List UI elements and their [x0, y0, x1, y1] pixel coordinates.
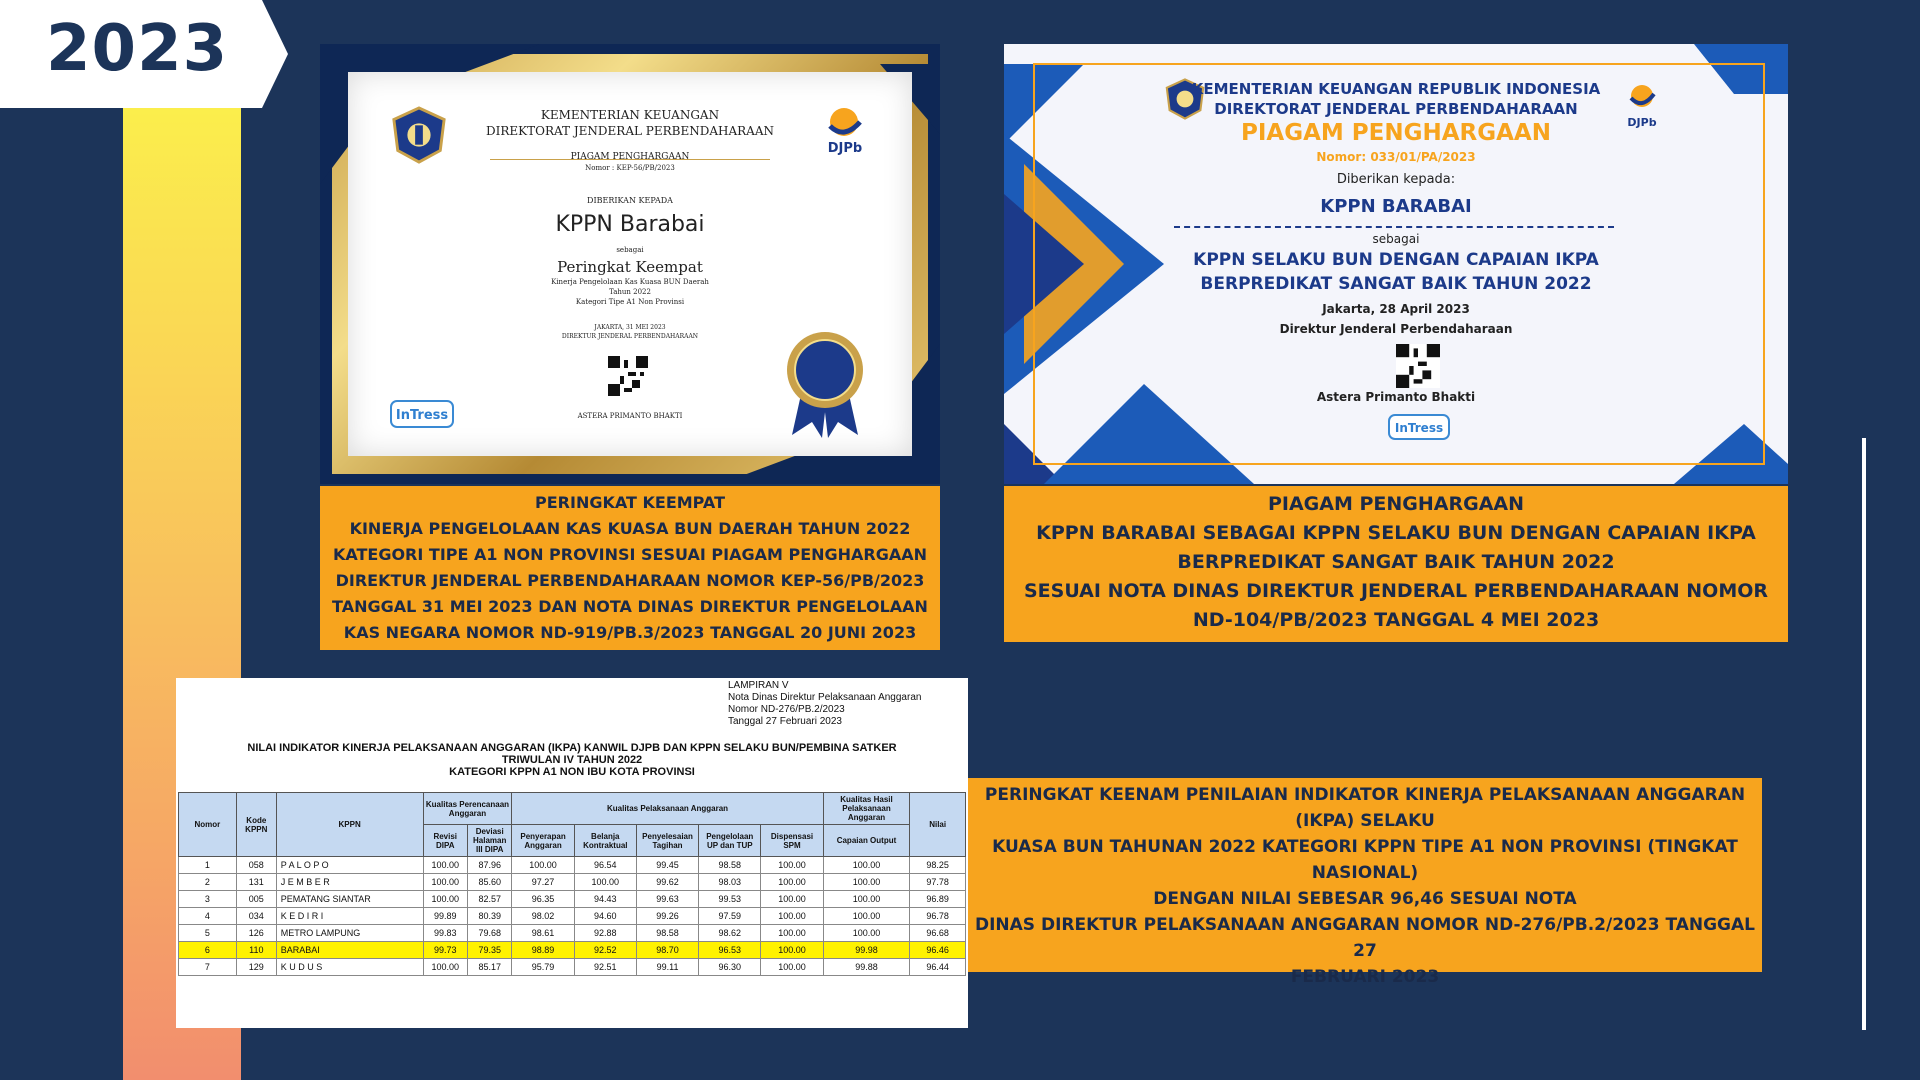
djpb-logo-text: DJPb [1627, 116, 1657, 129]
table-cell: 100.00 [823, 891, 910, 908]
cert1-rank: Peringkat Keempat [557, 258, 703, 276]
col-sub: Pengelolaan UP dan TUP [699, 825, 761, 857]
table-row [179, 908, 966, 925]
table-cell: 100.00 [574, 874, 636, 891]
cert2-dashed-rule [1174, 226, 1614, 228]
doc-title [176, 742, 968, 778]
doc-attachment-meta [728, 680, 921, 728]
col-sub: Capaian Output [823, 825, 910, 857]
table-cell: K U D U S [276, 959, 423, 976]
table-cell: 95.79 [512, 959, 574, 976]
table-cell: 129 [236, 959, 276, 976]
col-nomor: Nomor [179, 793, 237, 857]
table-cell: 85.17 [467, 959, 511, 976]
col-sub: Dispensasi SPM [761, 825, 823, 857]
col-sub: Belanja Kontraktual [574, 825, 636, 857]
intress-logo-text: InTress [395, 408, 449, 423]
table-cell: 100.00 [761, 942, 823, 959]
doc-meta-line: Nomor ND-276/PB.2/2023 [728, 704, 845, 715]
table-cell: 99.98 [823, 942, 910, 959]
certificate-033-pa [1004, 44, 1788, 484]
table-cell: PEMATANG SIANTAR [276, 891, 423, 908]
table-cell: 79.68 [467, 925, 511, 942]
table-cell: 96.68 [910, 925, 966, 942]
table-cell: 99.63 [636, 891, 698, 908]
col-sub: Deviasi Halaman III DIPA [467, 825, 511, 857]
table-cell: 100.00 [761, 857, 823, 874]
doc-meta-line: LAMPIRAN V [728, 680, 789, 691]
table-cell: 96.89 [910, 891, 966, 908]
caption-line: PERINGKAT KEENAM PENILAIAN INDIKATOR KINERJA PELAKSANAAN ANGGARAN [984, 785, 1746, 805]
col-sub: Penyerapan Anggaran [512, 825, 574, 857]
table-cell: 82.57 [467, 891, 511, 908]
year-label: 2023 [46, 12, 229, 86]
table-cell: 100.00 [423, 959, 467, 976]
table-row [179, 891, 966, 908]
intress-logo-icon [390, 400, 454, 428]
table-cell: 97.27 [512, 874, 574, 891]
col-kppn: KPPN [276, 793, 423, 857]
table-cell: 1 [179, 857, 237, 874]
cert2-ministry: KEMENTERIAN KEUANGAN REPUBLIK INDONESIA [1191, 80, 1601, 98]
cert1-signer-title: DIREKTUR JENDERAL PERBENDAHARAAN [561, 333, 699, 340]
cert2-given-to: Diberikan kepada: [1336, 172, 1456, 187]
table-cell: 3 [179, 891, 237, 908]
table-cell: 96.53 [699, 942, 761, 959]
table-cell: 99.53 [699, 891, 761, 908]
table-cell: 99.88 [823, 959, 910, 976]
table-cell: 100.00 [823, 857, 910, 874]
col-sub: Penyelesaian Tagihan [636, 825, 698, 857]
caption-line: NASIONAL) [1311, 863, 1419, 883]
cert1-title: PIAGAM PENGHARGAAN [570, 152, 690, 162]
table-row [179, 857, 966, 874]
cert1-as: sebagai [616, 246, 644, 254]
table-cell: 96.44 [910, 959, 966, 976]
djpb-logo-text: DJPb [827, 141, 863, 156]
table-cell: 96.54 [574, 857, 636, 874]
table-cell: 99.45 [636, 857, 698, 874]
table-cell: 97.78 [910, 874, 966, 891]
table-cell: 94.60 [574, 908, 636, 925]
caption-line: KPPN BARABAI SEBAGAI KPPN SELAKU BUN DENGAN CAPAIAN IKPA [1036, 522, 1756, 544]
table-cell: 99.26 [636, 908, 698, 925]
caption-line: KUASA BUN TAHUNAN 2022 KATEGORI KPPN TIPE A1 NON PROVINSI (TINGKAT [992, 837, 1738, 857]
table-row [179, 925, 966, 942]
table-cell: K E D I R I [276, 908, 423, 925]
table-cell: 87.96 [467, 857, 511, 874]
caption-kep-56 [320, 486, 940, 650]
cert1-number: Nomor : KEP-56/PB/2023 [585, 164, 675, 172]
table-cell: 100.00 [423, 874, 467, 891]
caption-line: TANGGAL 31 MEI 2023 DAN NOTA DINAS DIREKTUR PENGELOLAAN [332, 597, 928, 616]
table-cell: 058 [236, 857, 276, 874]
col-sub: Revisi DIPA [423, 825, 467, 857]
table-cell: 98.03 [699, 874, 761, 891]
cert1-given-to: DIBERIKAN KEPADA [587, 196, 673, 205]
caption-kep-56-text [320, 490, 940, 646]
table-cell: 100.00 [823, 925, 910, 942]
cert1-ministry: KEMENTERIAN KEUANGAN [540, 108, 720, 122]
caption-line: PIAGAM PENGHARGAAN [1267, 493, 1525, 515]
ikpa-document [176, 678, 968, 1028]
table-cell: 034 [236, 908, 276, 925]
table-cell: 126 [236, 925, 276, 942]
cert2-recipient: KPPN BARABAI [1320, 196, 1472, 217]
table-cell: 98.70 [636, 942, 698, 959]
table-cell: 100.00 [823, 874, 910, 891]
caption-line: SESUAI NOTA DINAS DIREKTUR JENDERAL PERBENDAHARAAN NOMOR [1023, 580, 1769, 602]
table-row [179, 959, 966, 976]
table-cell: BARABAI [276, 942, 423, 959]
cert2-achievement-2: BERPREDIKAT SANGAT BAIK TAHUN 2022 [1200, 274, 1592, 294]
cert1-date: JAKARTA, 31 MEI 2023 [594, 324, 666, 331]
doc-meta-line: Nota Dinas Direktur Pelaksanaan Anggaran [728, 692, 922, 703]
table-cell: 5 [179, 925, 237, 942]
table-cell: 97.59 [699, 908, 761, 925]
cert1-desc-1: Kinerja Pengelolaan Kas Kuasa BUN Daerah [551, 278, 709, 286]
cert2-title: PIAGAM PENGHARGAAN [1241, 120, 1551, 146]
caption-line: KATEGORI TIPE A1 NON PROVINSI SESUAI PIAGAM PENGHARGAAN [332, 545, 928, 564]
table-cell: 98.58 [636, 925, 698, 942]
table-cell: J E M B E R [276, 874, 423, 891]
table-cell: 100.00 [423, 891, 467, 908]
table-cell: 96.35 [512, 891, 574, 908]
table-cell: P A L O P O [276, 857, 423, 874]
table-cell: 7 [179, 959, 237, 976]
divider-line [1862, 438, 1866, 1030]
table-cell: 98.89 [512, 942, 574, 959]
table-row [179, 874, 966, 891]
table-cell: 100.00 [761, 874, 823, 891]
cert1-signer-name: ASTERA PRIMANTO BHAKTI [577, 412, 683, 420]
cert1-directorate: DIREKTORAT JENDERAL PERBENDAHARAAN [486, 124, 774, 138]
table-cell: METRO LAMPUNG [276, 925, 423, 942]
caption-line: KINERJA PENGELOLAAN KAS KUASA BUN DAERAH TAHUN 2022 [349, 519, 911, 538]
table-cell: 80.39 [467, 908, 511, 925]
cert2-as: sebagai [1372, 232, 1420, 246]
cert2-directorate: DIREKTORAT JENDERAL PERBENDAHARAAN [1214, 100, 1578, 118]
cert2-date: Jakarta, 28 April 2023 [1322, 302, 1470, 316]
doc-title-line: NILAI INDIKATOR KINERJA PELAKSANAAN ANGGARAN (IKPA) KANWIL DJPB DAN KPPN SELAKU BUN/PEMBINA SATKER [247, 742, 897, 754]
table-cell: 99.83 [423, 925, 467, 942]
table-cell: 94.43 [574, 891, 636, 908]
table-cell: 92.52 [574, 942, 636, 959]
ikpa-table [178, 792, 966, 976]
cert1-desc-2: Tahun 2022 [609, 288, 651, 296]
table-cell: 99.62 [636, 874, 698, 891]
table-cell: 99.73 [423, 942, 467, 959]
intress-logo-text: InTress [1394, 421, 1444, 435]
table-cell: 110 [236, 942, 276, 959]
ikpa-table-body [179, 857, 966, 976]
caption-line: BERPREDIKAT SANGAT BAIK TAHUN 2022 [1177, 551, 1615, 573]
doc-title-line: TRIWULAN IV TAHUN 2022 [501, 754, 643, 766]
cert2-achievement-1: KPPN SELAKU BUN DENGAN CAPAIAN IKPA [1193, 250, 1599, 270]
table-cell: 005 [236, 891, 276, 908]
cert2-signer-title: Direktur Jenderal Perbendaharaan [1279, 322, 1513, 336]
col-nilai: Nilai [910, 793, 966, 857]
caption-line: DENGAN NILAI SEBESAR 96,46 SESUAI NOTA [1153, 889, 1577, 909]
caption-ikpa [968, 778, 1762, 987]
table-cell: 98.58 [699, 857, 761, 874]
certificate-kep-56 [320, 44, 940, 484]
table-cell: 96.46 [910, 942, 966, 959]
table-row [179, 942, 966, 959]
table-cell: 131 [236, 874, 276, 891]
doc-title-line: KATEGORI KPPN A1 NON IBU KOTA PROVINSI [449, 766, 695, 778]
caption-line: DINAS DIREKTUR PELAKSANAAN ANGGARAN NOMOR ND-276/PB.2/2023 TANGGAL 27 [974, 915, 1756, 961]
col-kode: Kode KPPN [236, 793, 276, 857]
award-seal-icon [782, 330, 868, 440]
table-cell: 98.62 [699, 925, 761, 942]
col-hasil: Kualitas Hasil Pelaksanaan Anggaran [823, 793, 910, 825]
cert2-number: Nomor: 033/01/PA/2023 [1316, 150, 1476, 164]
table-cell: 100.00 [761, 959, 823, 976]
cert1-recipient: KPPN Barabai [555, 212, 705, 237]
table-cell: 98.25 [910, 857, 966, 874]
caption-line: ND-104/PB/2023 TANGGAL 4 MEI 2023 [1192, 609, 1600, 631]
caption-line: DIREKTUR JENDERAL PERBENDAHARAAN NOMOR KEP-56/PB/2023 [335, 571, 925, 590]
caption-line: FEBRUARI 2023 [1290, 967, 1440, 987]
caption-033-pa-text [1004, 490, 1788, 635]
table-cell: 85.60 [467, 874, 511, 891]
caption-line: (IKPA) SELAKU [1295, 811, 1435, 831]
table-cell: 98.02 [512, 908, 574, 925]
table-cell: 100.00 [423, 857, 467, 874]
table-cell: 100.00 [761, 891, 823, 908]
cert1-desc-3: Kategori Tipe A1 Non Provinsi [575, 298, 685, 306]
table-cell: 100.00 [761, 925, 823, 942]
table-cell: 92.88 [574, 925, 636, 942]
caption-033-pa [1004, 486, 1788, 642]
table-cell: 100.00 [761, 908, 823, 925]
table-cell: 99.11 [636, 959, 698, 976]
col-perencanaan: Kualitas Perencanaan Anggaran [423, 793, 512, 825]
table-cell: 99.89 [423, 908, 467, 925]
table-cell: 2 [179, 874, 237, 891]
caption-line: KAS NEGARA NOMOR ND-919/PB.3/2023 TANGGAL 20 JUNI 2023 [343, 623, 917, 642]
doc-meta-line: Tanggal 27 Februari 2023 [728, 716, 842, 727]
intress-logo-icon [1388, 414, 1450, 440]
table-cell: 100.00 [823, 908, 910, 925]
table-cell: 79.35 [467, 942, 511, 959]
qr-code-icon [608, 356, 648, 396]
table-cell: 98.61 [512, 925, 574, 942]
table-cell: 100.00 [512, 857, 574, 874]
table-cell: 4 [179, 908, 237, 925]
table-cell: 6 [179, 942, 237, 959]
table-cell: 92.51 [574, 959, 636, 976]
caption-line: PERINGKAT KEEMPAT [535, 493, 725, 512]
table-cell: 96.30 [699, 959, 761, 976]
qr-code-icon [1396, 344, 1440, 388]
caption-ikpa-text [968, 782, 1762, 990]
cert2-signer-name: Astera Primanto Bhakti [1316, 390, 1476, 404]
table-cell: 96.78 [910, 908, 966, 925]
col-pelaksanaan: Kualitas Pelaksanaan Anggaran [512, 793, 823, 825]
